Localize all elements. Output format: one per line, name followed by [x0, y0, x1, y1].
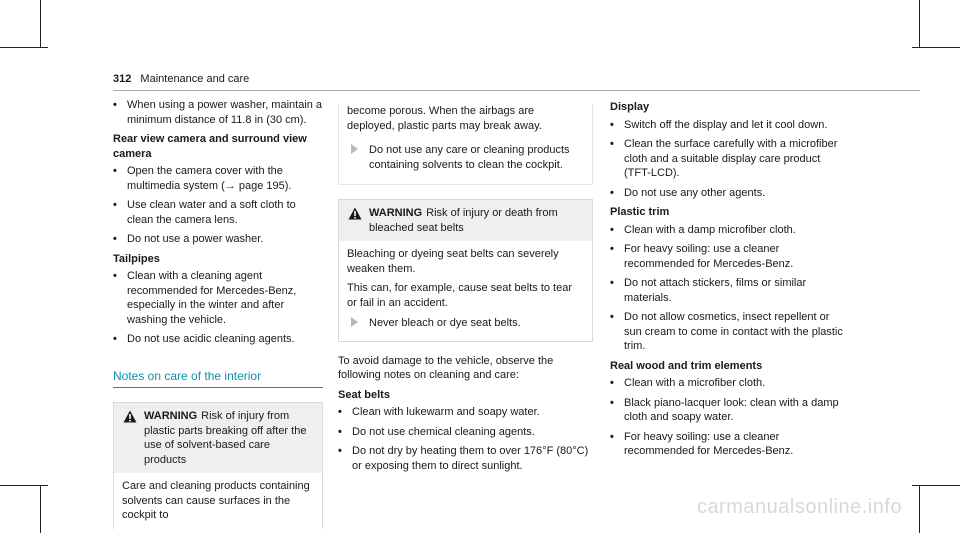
header-rule: [113, 90, 920, 91]
crop-mark: [912, 47, 960, 48]
arrow-icon: [351, 144, 358, 154]
list-item: Do not use any care or cleaning products containing solvents to clean the cockpit.: [347, 143, 584, 172]
warning-label: WARNING: [369, 207, 423, 219]
crop-mark: [0, 485, 48, 486]
list-item: • For heavy soiling: use a cleaner recommended for Mercedes-Benz.: [610, 430, 794, 457]
list-item: • Clean with a cleaning agent recommended for Mercedes-Benz, especially in the winter and after washing the vehicle.: [113, 270, 297, 326]
page-number: 312: [113, 73, 132, 85]
warning-body: Care and cleaning products containing solvents can cause surfaces in the cockpit to: [122, 480, 310, 521]
column-2: [338, 104, 593, 478]
warning-header: [339, 200, 592, 241]
warning-label: WARNING: [144, 410, 198, 422]
notes-title: Notes on care of the interior: [113, 368, 262, 383]
list-item: • Do not use chemical cleaning agents.: [338, 425, 535, 438]
warning-box: [113, 402, 323, 529]
list-item: • Do not dry by heating them to over 176°F (80°C) or exposing them to direct sunlight.: [338, 445, 589, 472]
list-item: • Use clean water and a soft cloth to clean the camera lens.: [113, 199, 296, 226]
warning-header: [114, 403, 322, 473]
list-item: • Do not use any other agents.: [610, 186, 766, 199]
page-header: [113, 73, 249, 85]
warning-icon: [123, 410, 137, 423]
list-item: • Black piano-lacquer look: clean with a damp cloth and soapy water.: [610, 396, 839, 423]
section-heading: Seat belts: [338, 388, 390, 401]
list-item: • Clean with a damp microfiber cloth.: [610, 223, 796, 236]
list-item: • Clean with a microfiber cloth.: [610, 377, 766, 389]
list-item: Never bleach or dye seat belts.: [347, 316, 584, 331]
warning-box: [338, 199, 593, 342]
warning-icon: [348, 207, 362, 220]
warning-body: Bleaching or dyeing seat belts can severely weaken them. This can, for example, cause seat belts to tear or fail in an accident. Never bleach or dye seat belts.: [339, 241, 592, 341]
section-heading: Rear view camera and surround view camera: [113, 133, 307, 160]
crop-mark: [912, 485, 960, 486]
warning-box-continued: [338, 104, 593, 185]
column-1: [113, 98, 323, 537]
list-item: • For heavy soiling: use a cleaner recommended for Mercedes-Benz.: [610, 243, 794, 270]
list-item: • Do not allow cosmetics, insect repellent or sun cream to come in contact with the plastic trim.: [610, 311, 843, 352]
list-item: • Clean the surface carefully with a microfiber cloth and a suitable display care product (TFT-LCD).: [610, 138, 838, 179]
crop-mark: [919, 485, 920, 533]
crop-mark: [919, 0, 920, 48]
list-item: • Do not use a power washer.: [113, 233, 264, 245]
notes-rule: [113, 387, 323, 388]
section-heading: Plastic trim: [610, 206, 670, 218]
crop-mark: [40, 0, 41, 48]
warning-text: Risk of injury or death from bleached seat belts: [369, 207, 558, 234]
intro-text: To avoid damage to the vehicle, observe the following notes on cleaning and care:: [338, 354, 554, 381]
list-item: • Do not attach stickers, films or similar materials.: [610, 277, 807, 304]
list-item: • When using a power washer, maintain a minimum distance of 11.8 in (30 cm).: [113, 99, 323, 126]
watermark: carmanualsonline.info: [696, 496, 902, 518]
arrow-icon: [351, 317, 358, 327]
list-item: • Open the camera cover with the multimedia system (→ page 195).: [113, 165, 292, 192]
column-3: [610, 98, 850, 464]
crop-mark: [40, 485, 41, 533]
crop-mark: [0, 47, 48, 48]
section-title: Maintenance and care: [140, 73, 250, 85]
warning-text: become porous. When the airbags are deployed, plastic parts may break away.: [347, 105, 542, 132]
list-item: • Clean with lukewarm and soapy water.: [338, 406, 540, 418]
section-heading: Tailpipes: [113, 252, 160, 265]
section-heading: Real wood and trim elements: [610, 359, 763, 372]
list-item: • Do not use acidic cleaning agents.: [113, 333, 295, 345]
list-item: • Switch off the display and let it cool down.: [610, 118, 828, 131]
warning-text: Risk of injury from plastic parts breaking off after the use of solvent-based care products: [144, 410, 307, 466]
section-heading: Display: [610, 101, 650, 113]
